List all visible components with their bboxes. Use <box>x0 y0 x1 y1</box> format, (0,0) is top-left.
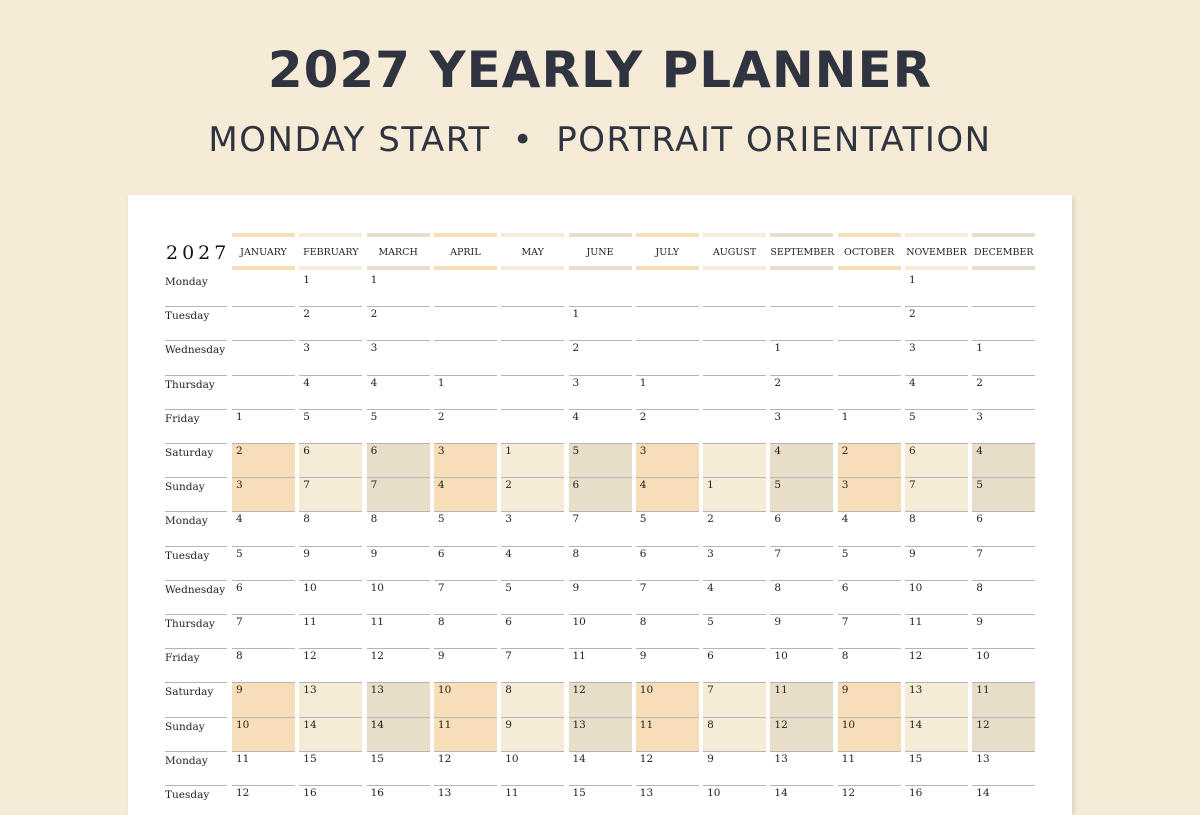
day-cell[interactable]: 3 <box>232 478 295 512</box>
day-cell[interactable] <box>838 341 901 375</box>
day-cell[interactable]: 9 <box>707 752 714 765</box>
day-cell[interactable] <box>703 341 766 375</box>
day-cell[interactable]: 14 <box>774 787 788 799</box>
day-cell[interactable]: 11 <box>434 718 497 752</box>
day-cell[interactable]: 9 <box>838 683 901 717</box>
subtitle-separator: • <box>512 120 535 160</box>
day-cell[interactable]: 6 <box>569 478 632 512</box>
month-header-bar-bottom <box>434 266 497 270</box>
day-cell[interactable] <box>770 307 833 341</box>
day-cell[interactable]: 13 <box>639 787 654 799</box>
day-cell[interactable]: 6 <box>505 616 512 628</box>
day-cell[interactable]: 4 <box>972 444 1035 478</box>
day-cell[interactable] <box>972 273 1035 307</box>
day-cell[interactable]: 3 <box>434 444 497 478</box>
day-cell[interactable]: 8 <box>501 683 564 717</box>
day-cell[interactable]: 15 <box>909 752 923 765</box>
day-cell[interactable]: 1 <box>370 274 378 286</box>
day-name-label: Saturday <box>165 447 214 459</box>
day-cell[interactable]: 12 <box>236 787 250 799</box>
day-cell[interactable]: 12 <box>370 650 384 663</box>
day-cell[interactable]: 3 <box>909 342 916 355</box>
month-header-bar-bottom <box>569 266 632 270</box>
month-header-bar-bottom <box>367 266 430 270</box>
day-cell[interactable]: 3 <box>636 444 699 478</box>
day-cell[interactable]: 7 <box>841 616 849 628</box>
day-cell[interactable]: 3 <box>572 376 580 389</box>
day-cell[interactable]: 9 <box>774 616 782 628</box>
day-cell[interactable]: 10 <box>232 718 295 752</box>
day-cell[interactable]: 8 <box>703 718 766 752</box>
subtitle-week-start: MONDAY START <box>208 120 491 160</box>
day-cell[interactable]: 5 <box>841 547 849 560</box>
day-cell[interactable]: 6 <box>774 513 782 526</box>
day-cell[interactable]: 1 <box>501 444 564 478</box>
day-name-label: Monday <box>165 515 208 528</box>
day-cell[interactable]: 2 <box>774 376 782 389</box>
day-cell[interactable]: 10 <box>909 581 923 594</box>
month-header-bar-top <box>232 233 295 237</box>
month-header-bar-top <box>501 233 564 237</box>
month-header-august: AUGUST <box>712 247 757 258</box>
day-cell[interactable]: 10 <box>636 683 699 717</box>
day-cell[interactable]: 11 <box>505 787 519 799</box>
row-divider <box>165 375 227 376</box>
day-cell[interactable]: 11 <box>909 616 923 628</box>
day-cell[interactable]: 10 <box>774 650 788 663</box>
day-cell[interactable]: 4 <box>505 547 512 560</box>
day-cell[interactable]: 4 <box>770 444 833 478</box>
month-header-bar-top <box>299 233 362 237</box>
day-cell[interactable]: 14 <box>572 752 586 765</box>
day-cell[interactable]: 4 <box>370 376 378 389</box>
day-cell[interactable]: 9 <box>303 547 310 560</box>
subtitle-orientation: PORTRAIT ORIENTATION <box>556 120 992 160</box>
day-cell[interactable]: 8 <box>370 513 378 526</box>
day-cell[interactable]: 1 <box>976 342 983 355</box>
day-cell[interactable]: 4 <box>909 376 916 389</box>
day-cell[interactable]: 12 <box>909 650 923 663</box>
day-cell[interactable]: 1 <box>437 376 445 389</box>
row-divider <box>165 751 227 752</box>
day-cell[interactable]: 4 <box>707 581 714 594</box>
day-cell[interactable] <box>232 341 295 375</box>
day-cell[interactable]: 10 <box>303 581 317 594</box>
day-cell[interactable] <box>434 307 497 341</box>
day-cell[interactable] <box>703 410 766 444</box>
day-cell[interactable]: 2 <box>707 513 714 526</box>
month-header-bar-bottom <box>232 266 295 270</box>
day-cell[interactable]: 4 <box>303 376 310 389</box>
month-header-bar-bottom <box>501 266 564 270</box>
day-cell[interactable]: 11 <box>572 650 586 663</box>
row-divider <box>165 546 227 547</box>
day-cell[interactable]: 5 <box>437 513 445 526</box>
day-cell[interactable]: 14 <box>905 718 968 752</box>
day-cell[interactable]: 12 <box>770 718 833 752</box>
day-cell[interactable]: 8 <box>976 581 983 594</box>
day-cell[interactable]: 3 <box>838 478 901 512</box>
month-header-september: SEPTEMBER <box>770 247 835 258</box>
day-cell[interactable]: 6 <box>367 444 430 478</box>
day-cell[interactable]: 15 <box>572 787 586 799</box>
day-cell[interactable]: 4 <box>636 478 699 512</box>
day-cell[interactable]: 7 <box>367 478 430 512</box>
day-cell[interactable] <box>501 376 564 410</box>
day-cell[interactable]: 5 <box>569 444 632 478</box>
day-cell[interactable]: 6 <box>841 581 849 594</box>
day-cell[interactable]: 13 <box>437 787 452 799</box>
day-name-label: Sunday <box>165 481 205 494</box>
day-cell[interactable]: 8 <box>303 513 310 526</box>
day-cell[interactable] <box>703 307 766 341</box>
row-divider <box>165 614 227 615</box>
day-cell[interactable]: 2 <box>838 444 901 478</box>
row-divider <box>165 717 227 718</box>
month-header-bar-bottom <box>636 266 699 270</box>
month-header-october: OCTOBER <box>844 247 895 258</box>
day-cell[interactable] <box>501 307 564 341</box>
day-cell[interactable]: 10 <box>707 787 721 799</box>
day-cell[interactable]: 13 <box>905 683 968 717</box>
day-cell[interactable]: 10 <box>976 650 990 663</box>
day-cell[interactable]: 13 <box>367 683 430 717</box>
day-cell[interactable] <box>232 273 295 307</box>
day-cell[interactable] <box>232 307 295 341</box>
day-cell[interactable]: 16 <box>370 787 384 799</box>
day-cell[interactable]: 9 <box>976 616 983 628</box>
month-header-bar-bottom <box>972 266 1035 270</box>
day-cell[interactable]: 2 <box>437 410 445 423</box>
day-cell[interactable]: 8 <box>437 616 445 628</box>
day-cell[interactable]: 11 <box>370 616 384 628</box>
day-cell[interactable]: 1 <box>236 410 243 423</box>
month-header-november: NOVEMBER <box>906 247 967 258</box>
day-cell[interactable]: 7 <box>703 683 766 717</box>
day-cell[interactable] <box>838 376 901 410</box>
day-cell[interactable]: 7 <box>437 581 445 594</box>
day-cell[interactable] <box>838 273 901 307</box>
row-divider <box>165 340 227 341</box>
day-cell[interactable]: 8 <box>774 581 782 594</box>
day-cell[interactable]: 5 <box>303 410 310 423</box>
day-cell[interactable]: 9 <box>639 650 647 663</box>
day-cell[interactable]: 3 <box>774 410 782 423</box>
month-header-december: DECEMBER <box>974 247 1034 258</box>
row-divider <box>165 443 227 444</box>
planner-sheet <box>128 195 1072 815</box>
row-divider <box>165 648 227 649</box>
month-header-bar-bottom <box>299 266 362 270</box>
day-cell[interactable]: 11 <box>236 752 250 765</box>
day-cell[interactable]: 3 <box>707 547 714 560</box>
day-cell[interactable]: 1 <box>909 274 916 286</box>
month-header-bar-top <box>703 233 766 237</box>
month-header-february: FEBRUARY <box>303 247 359 258</box>
day-name-label: Friday <box>165 412 200 425</box>
day-cell[interactable]: 12 <box>841 787 856 799</box>
day-cell[interactable]: 6 <box>437 547 445 560</box>
day-cell[interactable]: 10 <box>370 581 384 594</box>
day-cell[interactable] <box>501 341 564 375</box>
day-cell[interactable]: 5 <box>770 478 833 512</box>
month-header-bar-top <box>636 233 699 237</box>
day-cell[interactable]: 5 <box>909 410 916 423</box>
month-header-january: JANUARY <box>240 247 287 258</box>
day-cell[interactable]: 12 <box>972 718 1035 752</box>
row-divider <box>165 409 227 410</box>
month-header-bar-top <box>770 233 833 237</box>
day-cell[interactable]: 14 <box>976 787 990 799</box>
day-cell[interactable]: 6 <box>639 547 647 560</box>
day-cell[interactable]: 7 <box>774 547 782 560</box>
day-cell[interactable]: 9 <box>437 650 445 663</box>
day-cell[interactable] <box>501 410 564 444</box>
day-cell[interactable]: 6 <box>299 444 362 478</box>
day-cell[interactable]: 1 <box>639 376 647 389</box>
day-cell[interactable]: 5 <box>370 410 378 423</box>
day-cell[interactable]: 8 <box>841 650 849 663</box>
month-header-may: MAY <box>521 247 544 258</box>
day-cell[interactable]: 7 <box>905 478 968 512</box>
month-header-bar-top <box>569 233 632 237</box>
day-cell[interactable]: 9 <box>232 683 295 717</box>
day-cell[interactable]: 6 <box>707 650 714 663</box>
day-cell[interactable]: 2 <box>232 444 295 478</box>
day-cell[interactable]: 2 <box>909 308 916 321</box>
day-cell[interactable]: 11 <box>841 752 856 765</box>
day-cell[interactable]: 3 <box>976 410 983 423</box>
day-cell[interactable]: 10 <box>838 718 901 752</box>
day-cell[interactable] <box>569 273 632 307</box>
day-cell[interactable]: 8 <box>639 616 647 628</box>
day-cell[interactable]: 12 <box>303 650 317 663</box>
month-header-april: APRIL <box>450 247 481 258</box>
day-cell[interactable]: 9 <box>370 547 378 560</box>
row-divider <box>165 682 227 683</box>
day-cell[interactable]: 13 <box>976 752 990 765</box>
day-cell[interactable]: 5 <box>972 478 1035 512</box>
day-cell[interactable]: 15 <box>370 752 384 765</box>
day-cell[interactable] <box>703 273 766 307</box>
day-cell[interactable]: 2 <box>976 376 983 389</box>
day-cell[interactable]: 5 <box>505 581 512 594</box>
day-cell[interactable]: 1 <box>841 410 849 423</box>
month-header-bar-bottom <box>770 266 833 270</box>
day-cell[interactable] <box>703 444 766 478</box>
day-cell[interactable]: 9 <box>909 547 916 560</box>
day-cell[interactable]: 11 <box>636 718 699 752</box>
day-cell[interactable]: 1 <box>774 342 782 355</box>
day-name-label: Tuesday <box>165 549 210 562</box>
day-cell[interactable]: 4 <box>841 513 849 526</box>
day-cell[interactable]: 6 <box>905 444 968 478</box>
month-header-bar-top <box>367 233 430 237</box>
day-cell[interactable] <box>232 376 295 410</box>
day-name-label: Monday <box>165 276 208 288</box>
row-divider <box>165 306 227 307</box>
day-cell[interactable]: 8 <box>909 513 916 526</box>
day-cell[interactable]: 15 <box>303 752 317 765</box>
planner-year: 2027 <box>166 242 231 264</box>
day-cell[interactable]: 3 <box>505 513 512 526</box>
day-cell[interactable]: 11 <box>972 683 1035 717</box>
month-header-bar-top <box>905 233 968 237</box>
day-cell[interactable]: 2 <box>370 308 378 321</box>
day-cell[interactable]: 8 <box>572 547 580 560</box>
day-cell[interactable]: 3 <box>303 342 310 355</box>
day-cell[interactable]: 3 <box>370 342 378 355</box>
day-cell[interactable]: 5 <box>236 547 243 560</box>
day-cell[interactable] <box>636 341 699 375</box>
day-name-label: Thursday <box>165 618 215 630</box>
day-name-label: Tuesday <box>165 789 210 801</box>
month-header-june: JUNE <box>586 247 614 258</box>
day-cell[interactable]: 1 <box>572 308 580 321</box>
day-cell[interactable]: 7 <box>572 513 580 526</box>
day-cell[interactable]: 11 <box>303 616 317 628</box>
day-cell[interactable]: 2 <box>501 478 564 512</box>
day-cell[interactable]: 5 <box>639 513 647 526</box>
day-name-label: Thursday <box>165 378 215 391</box>
day-cell[interactable]: 4 <box>236 513 243 526</box>
day-cell[interactable]: 14 <box>367 718 430 752</box>
day-cell[interactable]: 7 <box>976 547 983 560</box>
day-cell[interactable]: 10 <box>434 683 497 717</box>
day-cell[interactable]: 13 <box>299 683 362 717</box>
day-cell[interactable]: 9 <box>501 718 564 752</box>
day-cell[interactable]: 10 <box>505 752 519 765</box>
day-cell[interactable]: 4 <box>434 478 497 512</box>
day-cell[interactable]: 16 <box>303 787 317 799</box>
day-cell[interactable] <box>501 273 564 307</box>
day-cell[interactable] <box>636 273 699 307</box>
day-cell[interactable]: 9 <box>572 581 580 594</box>
month-header-bar-bottom <box>703 266 766 270</box>
day-cell[interactable]: 10 <box>572 616 586 628</box>
row-divider <box>165 511 227 512</box>
day-cell[interactable]: 2 <box>639 410 647 423</box>
day-cell[interactable]: 12 <box>569 683 632 717</box>
day-cell[interactable]: 5 <box>707 616 714 628</box>
day-cell[interactable]: 13 <box>569 718 632 752</box>
day-cell[interactable]: 14 <box>299 718 362 752</box>
day-cell[interactable]: 8 <box>236 650 243 663</box>
month-header-bar-bottom <box>905 266 968 270</box>
row-divider <box>165 580 227 581</box>
day-cell[interactable]: 13 <box>774 752 788 765</box>
day-cell[interactable] <box>838 307 901 341</box>
month-header-bar-top <box>972 233 1035 237</box>
month-header-bar-top <box>434 233 497 237</box>
day-cell[interactable]: 4 <box>572 410 580 423</box>
day-cell[interactable]: 2 <box>572 342 580 355</box>
day-cell[interactable]: 11 <box>770 683 833 717</box>
day-cell[interactable] <box>434 273 497 307</box>
day-cell[interactable]: 2 <box>303 308 310 321</box>
day-cell[interactable] <box>972 307 1035 341</box>
day-cell[interactable]: 7 <box>639 581 647 594</box>
month-header-bar-bottom <box>838 266 901 270</box>
day-name-label: Saturday <box>165 686 214 699</box>
day-cell[interactable] <box>770 273 833 307</box>
month-header-bar-top <box>838 233 901 237</box>
day-cell[interactable]: 7 <box>505 650 512 663</box>
day-cell[interactable]: 6 <box>976 513 983 526</box>
day-name-label: Sunday <box>165 720 205 733</box>
day-name-label: Friday <box>165 652 200 665</box>
day-cell[interactable]: 12 <box>639 752 654 765</box>
day-cell[interactable] <box>636 307 699 341</box>
month-header-march: MARCH <box>378 247 418 258</box>
day-cell[interactable]: 7 <box>236 616 243 628</box>
day-cell[interactable]: 16 <box>909 787 923 799</box>
page-title: 2027 YEARLY PLANNER <box>267 41 933 99</box>
day-cell[interactable]: 1 <box>303 274 310 286</box>
day-cell[interactable] <box>434 341 497 375</box>
month-header-july: JULY <box>655 247 680 258</box>
day-name-label: Wednesday <box>165 583 226 596</box>
page-subtitle <box>0 118 1200 162</box>
day-cell[interactable]: 7 <box>299 478 362 512</box>
day-name-label: Monday <box>165 754 208 767</box>
day-cell[interactable]: 1 <box>703 478 766 512</box>
day-cell[interactable]: 12 <box>437 752 452 765</box>
day-name-label: Wednesday <box>165 344 226 357</box>
day-cell[interactable]: 6 <box>236 581 243 594</box>
row-divider <box>165 477 227 478</box>
day-name-label: Tuesday <box>165 310 210 323</box>
day-cell[interactable] <box>703 376 766 410</box>
row-divider <box>165 785 227 786</box>
